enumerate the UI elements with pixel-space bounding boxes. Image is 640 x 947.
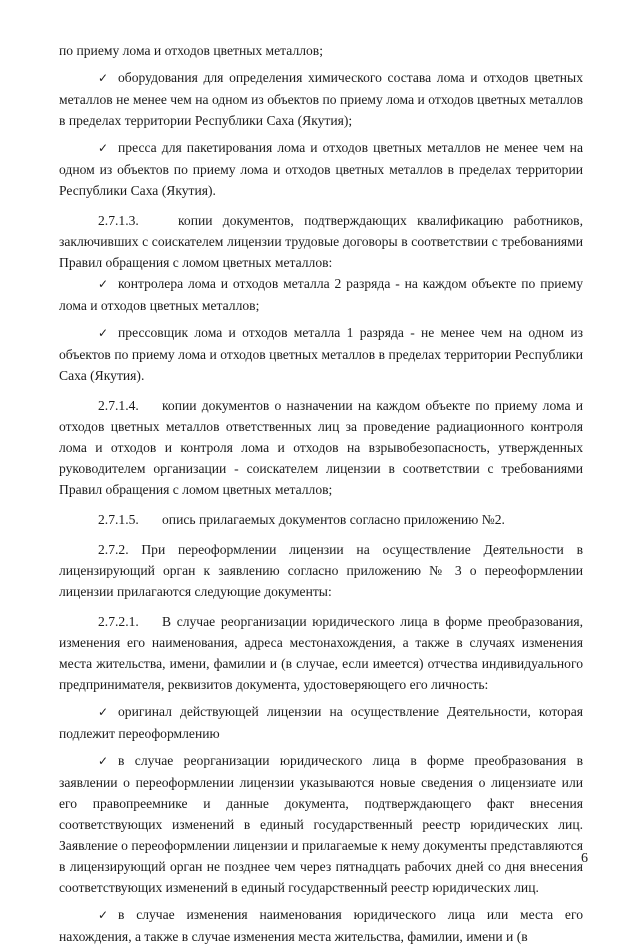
clause-2-7-1-4 <box>59 395 583 500</box>
checkmark-icon: ✓ <box>98 71 109 85</box>
clause-2-7-2: 2.7.2. При переоформлении лицензии на осуществление Деятельности в лицензирующий орган к заявлению согласно приложению № 3 о переоформлении лицензии прилагаются следующие документы: <box>59 542 583 599</box>
clause-text: копии документов, подтверждающих квалификацию работников, заключивших с соискателем лицензии трудовые договоры в соответствии с требованиями Правил обращения с ломом цветных металлов: <box>59 213 583 270</box>
bullet-item-controller <box>59 273 583 316</box>
clause-2-7-1-5 <box>59 509 583 530</box>
bullet-item-presser <box>59 322 583 386</box>
bullet-item-reorganization <box>59 750 583 898</box>
bullet-text: пресса для пакетирования лома и отходов цветных металлов не менее чем на одном из объектов по приему лома и отходов цветных металлов в пределах территории Республики Саха (Якутия). <box>59 140 583 198</box>
clause-text: опись прилагаемых документов согласно приложению №2. <box>162 512 505 527</box>
checkmark-icon: ✓ <box>98 705 109 719</box>
checkmark-icon: ✓ <box>98 754 109 768</box>
clause-number: 2.7.2.1. <box>98 614 139 629</box>
bullet-text: в случае реорганизации юридического лица в форме преобразования в заявлении о переоформлении лицензии указываются новые сведения о лицензиате или его правопреемнике и данные документа, подтверждающего факт внесения соответствующих изменений в единый государственный реестр юридических лиц. Заявление о переоформлении лицензии и прилагаемые к нему документы представляются в лицензирующий орган не позднее чем через пятнадцать рабочих дней со дня внесения соответствующих изменений в единый государственный реестр юридических лиц. <box>59 753 583 895</box>
clause-text: В случае реорганизации юридического лица в форме преобразования, изменения его наименования, адреса местонахождения, а также в случаях изменения места жительства, имени, фамилии и (в случае, если имеется) отчества индивидуального предпринимателя, реквизитов документа, удостоверяющего его личность: <box>59 614 583 692</box>
page-number: 6 <box>581 851 588 866</box>
bullet-item-press <box>59 137 583 201</box>
bullet-item-original-license <box>59 701 583 744</box>
clause-text: копии документов о назначении на каждом объекте по приему лома и отходов цветных металлов ответственных лиц за проведение радиационного контроля лома и отходов и контроля лома и отходов на взрывобезопасность, утвержденных руководителем организации - соискателем лицензии в соответствии с требованиями Правил обращения с ломом цветных металлов; <box>59 398 583 497</box>
clause-2-7-1-3 <box>59 210 583 273</box>
bullet-item-equipment <box>59 67 583 131</box>
clause-2-7-2-1 <box>59 611 583 695</box>
checkmark-icon: ✓ <box>98 277 109 291</box>
clause-number: 2.7.1.5. <box>98 512 139 527</box>
bullet-text: контролера лома и отходов металла 2 разряда - на каждом объекте по приему лома и отходов цветных металлов; <box>59 276 583 313</box>
checkmark-icon: ✓ <box>98 908 109 922</box>
paragraph-continuation: по приему лома и отходов цветных металлов; <box>59 43 324 58</box>
document-body <box>59 40 583 947</box>
clause-number: 2.7.1.4. <box>98 398 139 413</box>
bullet-text: прессовщик лома и отходов металла 1 разряда - не менее чем на одном из объектов по приему лома и отходов цветных металлов в пределах территории Республики Саха (Якутия). <box>59 325 583 383</box>
bullet-item-name-change <box>59 904 583 947</box>
checkmark-icon: ✓ <box>98 141 109 155</box>
bullet-text: в случае изменения наименования юридического лица или места его нахождения, а также в случае изменения места жительства, фамилии, имени и (в <box>59 907 583 944</box>
bullet-text: оригинал действующей лицензии на осуществление Деятельности, которая подлежит переоформлению <box>59 704 583 741</box>
bullet-text: оборудования для определения химического состава лома и отходов цветных металлов не менее чем на одном из объектов по приему лома и отходов цветных металлов в пределах территории Республики Саха (Якутия); <box>59 70 583 128</box>
checkmark-icon: ✓ <box>98 326 109 340</box>
clause-number: 2.7.1.3. <box>98 213 139 228</box>
